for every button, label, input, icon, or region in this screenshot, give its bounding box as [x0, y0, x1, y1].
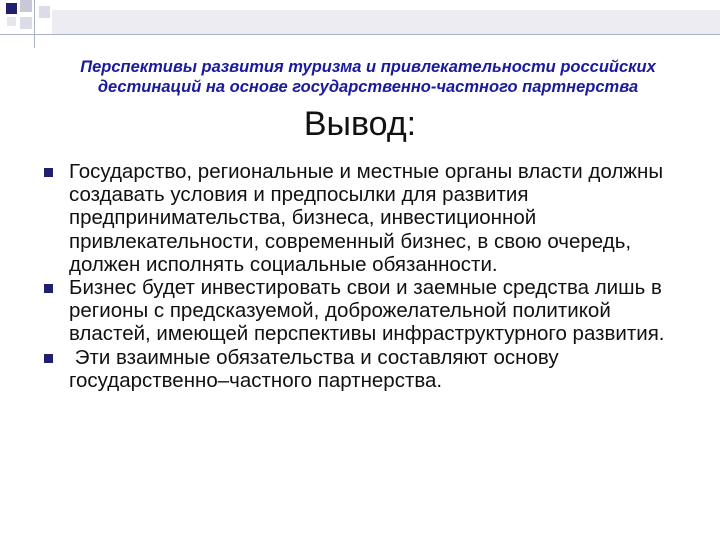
- bullet-text: Государство, региональные и местные органы власти должны создавать условия и предпосылки для развития предпринимательства, бизнеса, инвестиционной привлекательности, современный бизнес, в свою очередь, должен исполнять социальные обязанности.: [69, 160, 664, 276]
- decor-bar-top: [52, 10, 720, 34]
- bullet-item-1: [44, 160, 684, 276]
- decor-square-pale-bottom: [20, 17, 32, 29]
- decor-square-pale-small: [7, 17, 16, 26]
- decor-square-pale-top: [39, 6, 50, 18]
- bullet-text: Эти взаимные обязательства и составляют основу государственно–частного партнерства.: [69, 345, 565, 392]
- subtitle-line-2: дестинаций на основе государственно-частного партнерства: [97, 78, 639, 96]
- bullet-item-2: [44, 276, 684, 346]
- slide-title: Вывод:: [303, 105, 417, 143]
- decor-square-dark: [6, 3, 17, 14]
- bullet-text: Бизнес будет инвестировать свои и заемные средства лишь в регионы с предсказуемой, доброжелательной политикой властей, имеющей перспективы инфраструктурного развития.: [69, 276, 665, 346]
- square-bullet-icon: [44, 284, 53, 293]
- bullet-item-3: [44, 346, 684, 392]
- square-bullet-icon: [44, 168, 53, 177]
- corner-decoration: [0, 0, 720, 60]
- decor-square-light: [20, 0, 32, 12]
- slide-subtitle: [48, 57, 688, 97]
- subtitle-line-1: Перспективы развития туризма и привлекательности российских: [80, 58, 656, 76]
- square-bullet-icon: [44, 354, 53, 363]
- bullet-list: [44, 160, 684, 392]
